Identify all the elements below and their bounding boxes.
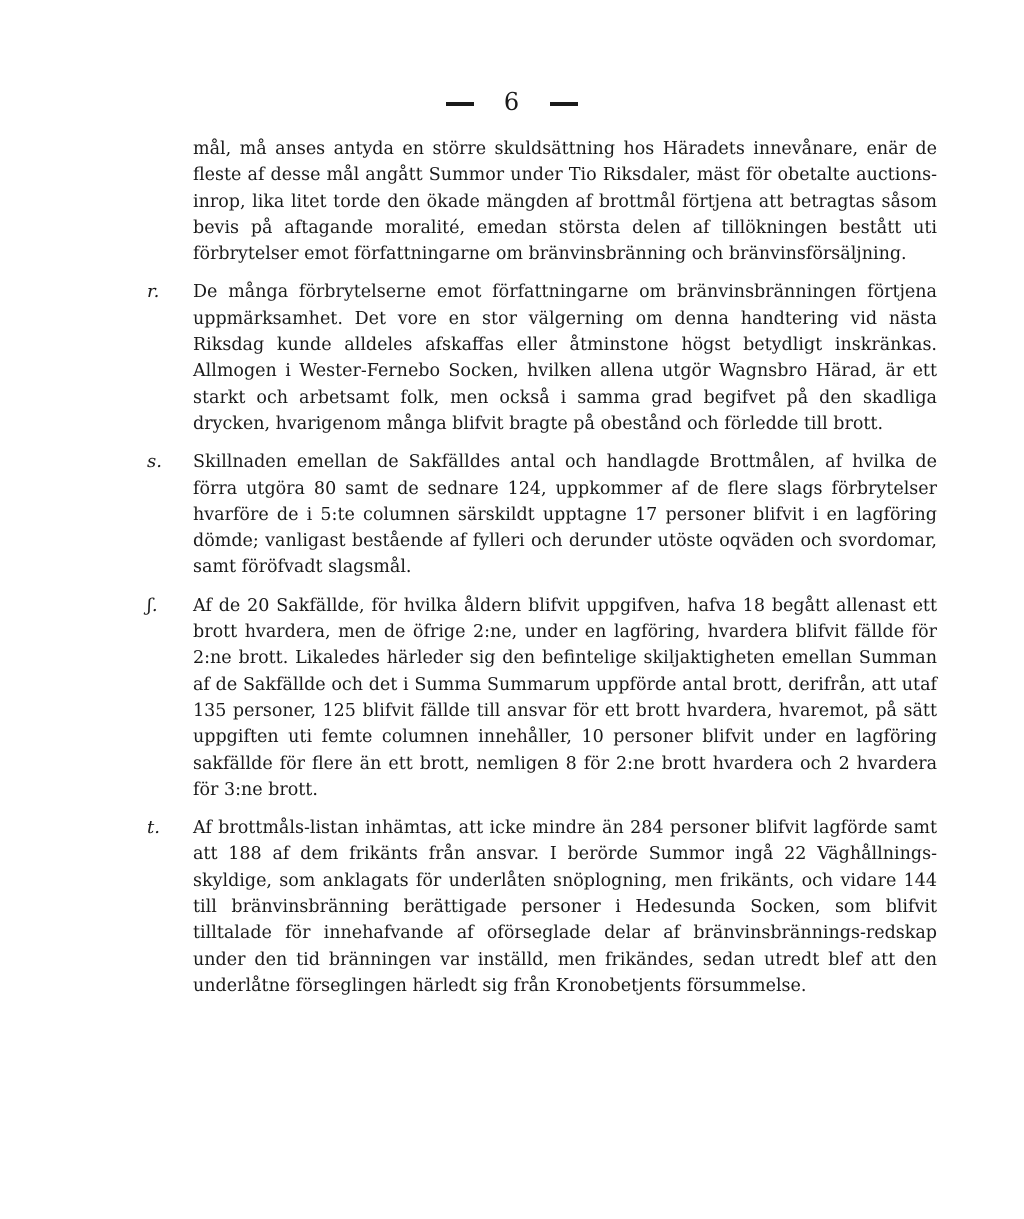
page-number: 6 <box>503 88 521 116</box>
paragraph-text: Af brottmåls-listan inhämtas, att icke mindre än 284 personer blifvit lagförde samt att 188 af dem frikänts från ansvar. I berörde Summor ingå 22 Väghållnings-skyldige, som anklagats för underlåten snöplogning, men frikänts, och vidare 144 till bränvinsbränning berättigade personer i Hedesunda Socken, som blifvit tilltalade för innehafvande af oförseglade delar af bränvinsbrännings-redskap under den tid bränningen var inställd, men frikändes, sedan utredt blef att den underlåtne förseglingen härledt sig från Kronobetjents försummelse. <box>193 818 937 996</box>
header-dash-left <box>446 102 474 106</box>
paragraph-text: mål, må anses antyda en större skuldsättning hos Häradets innevånare, enär de fleste af desse mål angått Summor under Tio Riksdaler, mäst för obetalte auctions-inrop, lika litet torde den ökade mängden af brottmål förtjena att betragtas såsom bevis på aftagande moralité, emedan största delen af tillökningen bestått uti förbrytelser emot författningarne om bränvinsbränning och bränvinsförsäljning. <box>193 139 937 265</box>
header-dash-right <box>550 102 578 106</box>
paragraph-r <box>147 279 937 437</box>
paragraph-text: Af de 20 Sakfällde, för hvilka åldern blifvit uppgifven, hafva 18 begått allenast ett brott hvardera, men de öfrige 2:ne, under en lagföring, hvardera blifvit fällde för 2:ne brott. Likaledes härleder sig den befintelige skiljaktigheten emellan Summan af de Sakfällde och det i Summa Summarum uppförde antal brott, derifrån, att utaf 135 personer, 125 blifvit fällde till ansvar för ett brott hvardera, hvaremot, på sätt uppgiften uti femte columnen innehåller, 10 personer blifvit under en lagföring sakfällde för flere än ett brott, nemligen 8 för 2:ne brott hvardera och 2 hvardera för 3:ne brott. <box>193 595 937 800</box>
paragraph-t <box>147 815 937 999</box>
paragraph-text: De många förbrytelserne emot författningarne om bränvinsbränningen förtjena uppmärksamhet. Det vore en stor välgerning om denna handtering vid nästa Riksdag kunde alldeles afskaffas eller åtminstone högst betydligt inskränkas. Allmogen i Wester-Fernebo Socken, hvilken allena utgör Wagnsbro Härad, är ett starkt och arbetsamt folk, men också i samma grad begifvet på den skadliga drycken, hvarigenom många blifvit bragte på obestånd och förledde till brott. <box>193 282 937 434</box>
page-header <box>0 88 1024 116</box>
paragraph-continuation <box>193 136 937 267</box>
paragraph-f <box>147 593 937 803</box>
paragraph-text: Skillnaden emellan de Sakfälldes antal och handlagde Brottmålen, af hvilka de förra utgöra 80 samt de sednare 124, uppkommer af de flere slags förbrytelser hvarföre de i 5:te columnen särskildt upptagne 17 personer blifvit i en lagföring dömde; vanligast bestående af fylleri och derunder utöste oqväden och svordomar, samt föröfvadt slagsmål. <box>193 452 937 578</box>
body-text <box>147 136 937 1011</box>
paragraph-marker: t. <box>147 817 160 839</box>
paragraph-marker: ʃ. <box>147 594 158 616</box>
paragraph-marker: r. <box>147 281 160 303</box>
paragraph-marker: s. <box>147 451 162 473</box>
paragraph-s <box>147 449 937 580</box>
